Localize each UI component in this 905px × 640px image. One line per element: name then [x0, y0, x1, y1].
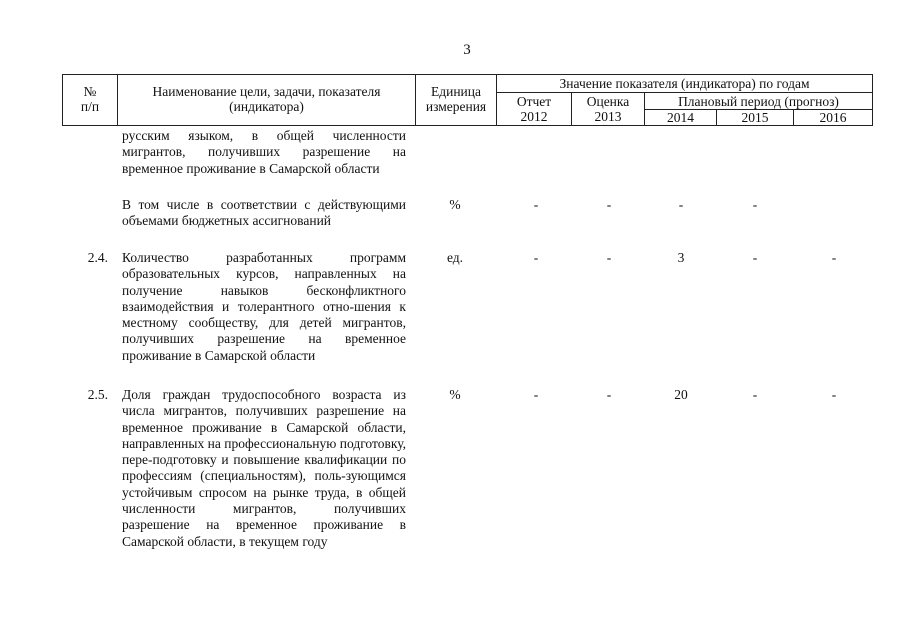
row-value-2016: - [831, 250, 837, 265]
header-no: № [83, 84, 97, 99]
row-value-2016: - [831, 387, 837, 402]
row-number: 2.4. [87, 250, 108, 265]
row-value-2015: - [752, 197, 758, 212]
header-no-cell [62, 74, 118, 126]
header-unit-line1: Единица [430, 84, 481, 99]
row-value-2014: - [678, 197, 684, 212]
row-value-2013: - [606, 387, 612, 402]
header-plan-period: Плановый период (прогноз) [644, 92, 873, 110]
header-report-year: 2012 [520, 109, 548, 124]
row-description: Доля граждан трудоспособного возраста из числа мигрантов, получивших разрешение на временное проживание в Самарской области, направленных на профессиональную подготовку, пере-подготовку и повышение квалификации по профессиям (специальностям), поль-зующимся устойчивым спросом на рынке труда, в общей численности мигрантов, получивших разрешение на временное проживание в Самарской области, в текущем году [122, 387, 406, 549]
header-no-sub: п/п [80, 99, 100, 114]
row-value-2014: 20 [674, 387, 688, 402]
header-name-line1: Наименование цели, задачи, показателя [152, 84, 381, 99]
header-values-group: Значение показателя (индикатора) по годам [496, 74, 873, 93]
row-description: В том числе в соответствии с действующими объемами бюджетных ассигнований [122, 197, 406, 229]
header-estimate-label: Оценка [586, 94, 630, 109]
header-name-line2: (индикатора) [229, 99, 304, 114]
header-report-cell [496, 92, 572, 126]
row-value-2012: - [533, 250, 539, 265]
header-year-2016: 2016 [793, 109, 873, 126]
row-value-2015: - [752, 250, 758, 265]
row-description: русским языком, в общей численности мигрантов, получивших разрешение на временное проживание в Самарской области [122, 128, 406, 176]
header-unit-cell [415, 74, 497, 126]
row-number: 2.5. [87, 387, 108, 402]
row-unit: % [449, 387, 461, 402]
header-estimate-cell [571, 92, 645, 126]
header-report-label: Отчет [516, 94, 552, 109]
header-year-2015: 2015 [716, 109, 794, 126]
header-year-2014: 2014 [644, 109, 717, 126]
header-name-cell [117, 74, 416, 126]
row-description: Количество разработанных программ образовательных курсов, направленных на получение навыков бесконфликтного взаимодействия и толерантного отно-шения к местному сообществу, для детей мигрантов, получивших разрешение на временное проживание в Самарской области [122, 250, 406, 363]
header-estimate-year: 2013 [594, 109, 622, 124]
page-number: 3 [463, 42, 471, 58]
header-unit-line2: измерения [425, 99, 487, 114]
row-value-2015: - [752, 387, 758, 402]
row-unit: ед. [446, 250, 464, 265]
row-value-2014: 3 [677, 250, 685, 265]
row-unit: % [449, 197, 461, 212]
row-value-2013: - [606, 250, 612, 265]
row-value-2013: - [606, 197, 612, 212]
row-value-2012: - [533, 387, 539, 402]
row-value-2012: - [533, 197, 539, 212]
